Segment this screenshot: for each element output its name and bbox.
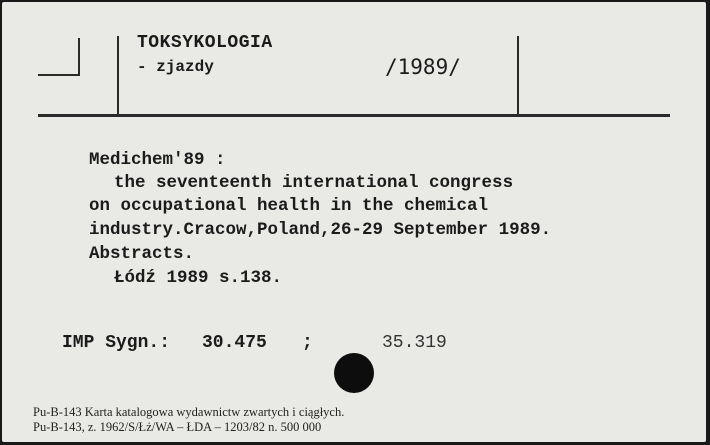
heading-year: /1989/: [385, 55, 461, 79]
entry-line-3: on occupational health in the chemical: [89, 196, 489, 216]
signature-number-2: 35.319: [382, 333, 447, 353]
entry-line-2: the seventeenth international congress: [114, 173, 514, 193]
subject-subheading: - zjazdy: [137, 58, 214, 76]
card-corner-mark: [38, 38, 80, 76]
footer-line-1: Pu-B-143 Karta katalogowa wydawnictw zwartych i ciągłych.: [33, 405, 345, 419]
punch-hole: [334, 353, 374, 393]
signature-label: IMP Sygn.:: [62, 333, 171, 353]
entry-line-5: Abstracts.: [89, 244, 195, 264]
header-divider-right: [517, 36, 519, 114]
entry-imprint: Łódź 1989 s.138.: [114, 268, 283, 288]
entry-title: Medichem'89 :: [89, 150, 226, 170]
header-divider-left: [117, 36, 119, 114]
header-rule: [38, 114, 670, 117]
catalog-card: [2, 2, 706, 442]
signature-separator: ;: [302, 333, 313, 353]
subject-heading: TOKSYKOLOGIA: [137, 33, 273, 53]
entry-line-4: industry.Cracow,Poland,26-29 September 1989.: [89, 220, 552, 240]
footer-line-2: Pu-B-143, z. 1962/S/Łż/WA – ŁDA – 1203/82 n. 500 000: [33, 420, 322, 434]
signature-number-1: 30.475: [202, 333, 267, 353]
